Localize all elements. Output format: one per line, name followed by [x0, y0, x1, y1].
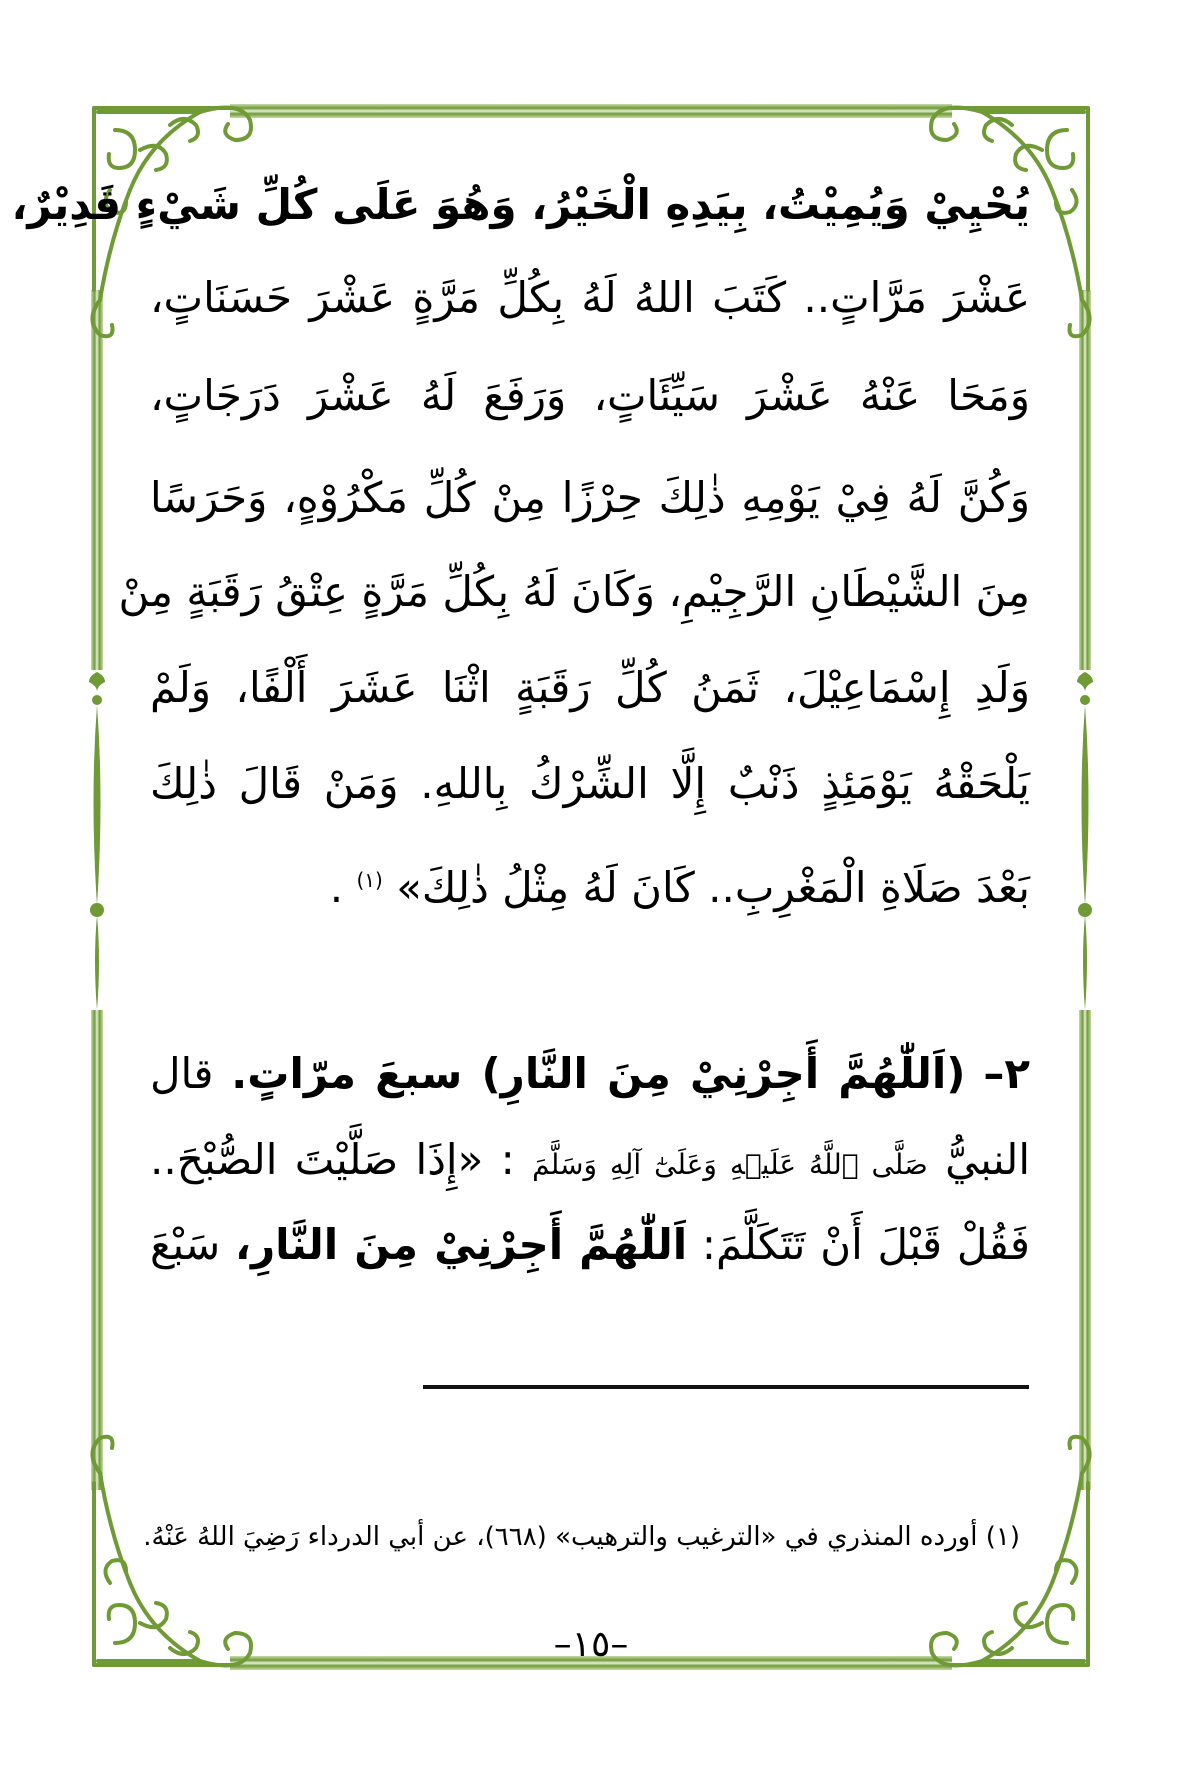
salawat-honorific: صَلَّى ٱللَّهُ عَلَيۡهِ وَعَلَىٰٓ آلِهِ وَسَلَّمَ: [532, 1148, 928, 1181]
text-line-7: يَلْحَقْهُ يَوْمَئِذٍ ذَنْبٌ إِلَّا الشِّرْكُ بِاللهِ. وَمَنْ قَالَ ذٰلِكَ: [150, 759, 1030, 808]
text-line-1: يُحْيِيْ وَيُمِيْتُ، بِيَدِهِ الْخَيْرُ، وَهُوَ عَلَى كُلِّ شَيْءٍ قَدِيْرٌ،: [11, 180, 1030, 229]
text-line-11-end: سَبْعَ: [150, 1220, 221, 1269]
text-line-11-start: فَقُلْ قَبْلَ أَنْ تَتَكَلَّمَ:: [701, 1220, 1030, 1269]
footnote-reference[interactable]: (١): [356, 868, 383, 892]
text-line-5: مِنَ الشَّيْطَانِ الرَّجِيْمِ، وَكَانَ لَهُ بِكُلِّ مَرَّةٍ عِتْقُ رَقَبَةٍ مِنْ: [118, 567, 1030, 616]
page-number: –١٥–: [553, 1624, 629, 1665]
dua-heading: (اَللّٰهُمَّ أَجِرْنِيْ مِنَ النَّارِ) سبعَ مرّاتٍ.: [231, 1049, 966, 1098]
text-line-9: [150, 1029, 1030, 1119]
text-line-10: [150, 1115, 1030, 1205]
item-number: ٢–: [983, 1049, 1030, 1098]
text-line-6: وَلَدِ إِسْمَاعِيْلَ، ثَمَنُ كُلِّ رَقَبَةٍ اثْنَا عَشَرَ أَلْفًا، وَلَمْ: [150, 663, 1030, 712]
footnote: (١) أورده المنذري في «الترغيب والترهيب» (٦٦٨)، عن أبي الدرداء رَضِيَ اللهُ عَنْهُ.: [143, 1522, 1020, 1552]
text-line-8: [150, 835, 1030, 925]
text-line-10-end: : «إِذَا صَلَّيْتَ الصُّبْحَ..: [150, 1135, 515, 1184]
text-line-4: وَكُنَّ لَهُ فِيْ يَوْمِهِ ذٰلِكَ حِرْزًا مِنْ كُلِّ مَكْرُوْهٍ، وَحَرَسًا: [150, 473, 1030, 522]
text-line-9-end: قال: [150, 1049, 214, 1098]
dua-bold: اَللّٰهُمَّ أَجِرْنِيْ مِنَ النَّارِ،: [234, 1220, 688, 1269]
text-line-8-end: .: [329, 863, 344, 912]
text-line-2: عَشْرَ مَرَّاتٍ.. كَتَبَ اللهُ لَهُ بِكُلِّ مَرَّةٍ عَشْرَ حَسَنَاتٍ،: [150, 273, 1030, 322]
text-line-3: وَمَحَا عَنْهُ عَشْرَ سَيِّئَاتٍ، وَرَفَعَ لَهُ عَشْرَ دَرَجَاتٍ،: [150, 371, 1030, 420]
text-line-8-body: بَعْدَ صَلَاةِ الْمَغْرِبِ.. كَانَ لَهُ مِثْلُ ذٰلِكَ»: [396, 863, 1030, 912]
text-line-11: [150, 1200, 1030, 1290]
footnote-separator: [423, 1385, 1029, 1389]
text-line-10-start: النبيُّ: [945, 1135, 1030, 1184]
